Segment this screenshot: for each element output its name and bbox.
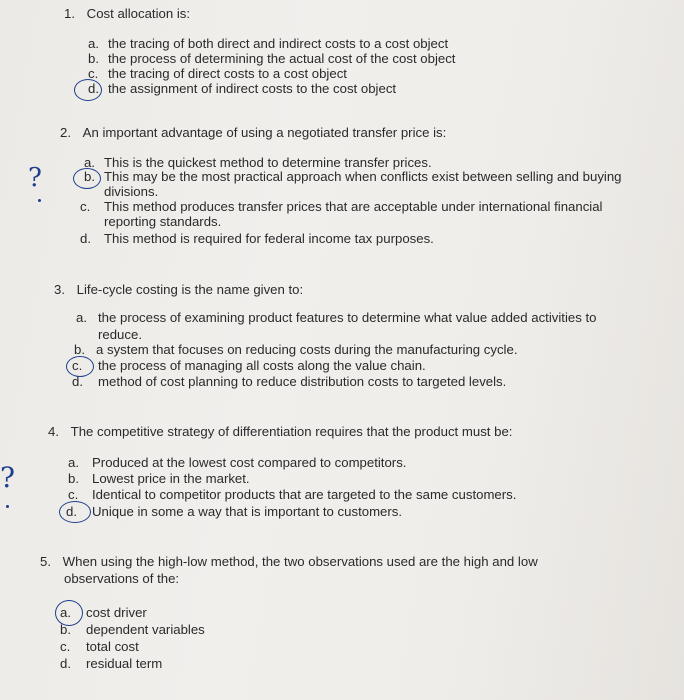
question-text: An important advantage of using a negotiated transfer price is:	[82, 125, 447, 140]
option-5d[interactable]	[60, 656, 162, 672]
option-2d[interactable]	[80, 231, 434, 247]
option-text: the process of determining the actual cost of the cost object	[108, 51, 456, 66]
option-text: cost driver	[86, 605, 147, 620]
option-1a[interactable]	[88, 36, 448, 52]
option-letter: a.	[88, 36, 99, 51]
question-mark-annotation: ?	[28, 163, 42, 193]
option-4b[interactable]	[68, 471, 250, 487]
question-text: observations of the:	[64, 571, 180, 586]
option-text: residual term	[86, 656, 163, 671]
option-3d[interactable]	[72, 374, 506, 390]
option-letter: c.	[68, 487, 79, 502]
option-1d[interactable]	[88, 81, 396, 97]
option-letter: a.	[68, 455, 79, 470]
option-letter: d.	[88, 81, 99, 96]
question-5-cont	[64, 571, 179, 587]
option-5c[interactable]	[60, 639, 139, 655]
option-text: Produced at the lowest cost compared to competitors.	[92, 455, 407, 470]
question-text: Cost allocation is:	[86, 6, 191, 21]
option-letter: a.	[76, 310, 87, 325]
option-4d[interactable]	[66, 504, 402, 520]
option-2b-cont	[104, 184, 158, 200]
option-letter: c.	[88, 66, 99, 81]
question-1	[64, 6, 190, 22]
question-number: 3.	[54, 282, 65, 297]
question-text: Life-cycle costing is the name given to:	[76, 282, 304, 297]
option-text: dependent variables	[86, 622, 205, 637]
question-4	[48, 424, 512, 440]
option-letter: b.	[60, 622, 71, 637]
option-text: This is the quickest method to determine transfer prices.	[104, 155, 432, 170]
option-text: divisions.	[104, 184, 159, 199]
option-5b[interactable]	[60, 622, 205, 638]
question-mark-annotation: ?	[0, 461, 16, 494]
option-text: reporting standards.	[104, 214, 222, 229]
option-text: Lowest price in the market.	[92, 471, 250, 486]
option-1b[interactable]	[88, 51, 455, 67]
question-number: 2.	[60, 125, 71, 140]
question-number: 1.	[64, 6, 75, 21]
question-2	[60, 125, 446, 141]
option-1c[interactable]	[88, 66, 347, 82]
option-3b[interactable]	[74, 342, 518, 358]
option-letter: a.	[84, 155, 95, 170]
option-text: the tracing of both direct and indirect costs to a cost object	[108, 36, 449, 51]
question-text: When using the high-low method, the two observations used are the high and low	[62, 554, 538, 569]
option-2b[interactable]	[84, 169, 622, 185]
question-number: 4.	[48, 424, 59, 439]
option-letter: c.	[80, 199, 91, 214]
option-letter: d.	[66, 504, 77, 519]
option-text: This method is required for federal income tax purposes.	[104, 231, 434, 246]
option-text: total cost	[86, 639, 139, 654]
option-3a[interactable]	[76, 310, 596, 326]
option-letter: c.	[72, 358, 83, 373]
option-5a[interactable]	[60, 605, 147, 621]
option-3a-cont	[98, 327, 142, 343]
question-text: The competitive strategy of differentiation requires that the product must be:	[70, 424, 513, 439]
option-letter: b.	[74, 342, 85, 357]
option-letter: b.	[68, 471, 79, 486]
option-letter: d.	[80, 231, 91, 246]
option-4c[interactable]	[68, 487, 516, 503]
option-text: This method produces transfer prices that are acceptable under international financial	[104, 199, 603, 214]
option-text: the process of managing all costs along the value chain.	[98, 358, 426, 373]
option-text: the tracing of direct costs to a cost object	[108, 66, 347, 81]
option-4a[interactable]	[68, 455, 406, 471]
question-5	[40, 554, 538, 570]
option-text: the assignment of indirect costs to the cost object	[108, 81, 397, 96]
option-text: a system that focuses on reducing costs during the manufacturing cycle.	[96, 342, 518, 357]
option-text: reduce.	[98, 327, 142, 342]
option-text: the process of examining product features to determine what value added activities to	[98, 310, 597, 325]
option-2c[interactable]	[80, 199, 602, 215]
option-2c-cont	[104, 214, 221, 230]
option-letter: b.	[84, 169, 95, 184]
option-letter: a.	[60, 605, 71, 620]
option-text: This may be the most practical approach when conflicts exist between selling and buying	[104, 169, 622, 184]
option-letter: b.	[88, 51, 99, 66]
question-mark-dot	[38, 199, 41, 202]
option-letter: d.	[72, 374, 83, 389]
question-mark-dot	[6, 505, 9, 508]
question-3	[54, 282, 303, 298]
option-text: method of cost planning to reduce distribution costs to targeted levels.	[98, 374, 507, 389]
option-3c[interactable]	[72, 358, 426, 374]
option-text: Unique in some a way that is important to customers.	[92, 504, 403, 519]
question-number: 5.	[40, 554, 51, 569]
option-letter: d.	[60, 656, 71, 671]
option-letter: c.	[60, 639, 71, 654]
option-text: Identical to competitor products that are targeted to the same customers.	[92, 487, 517, 502]
